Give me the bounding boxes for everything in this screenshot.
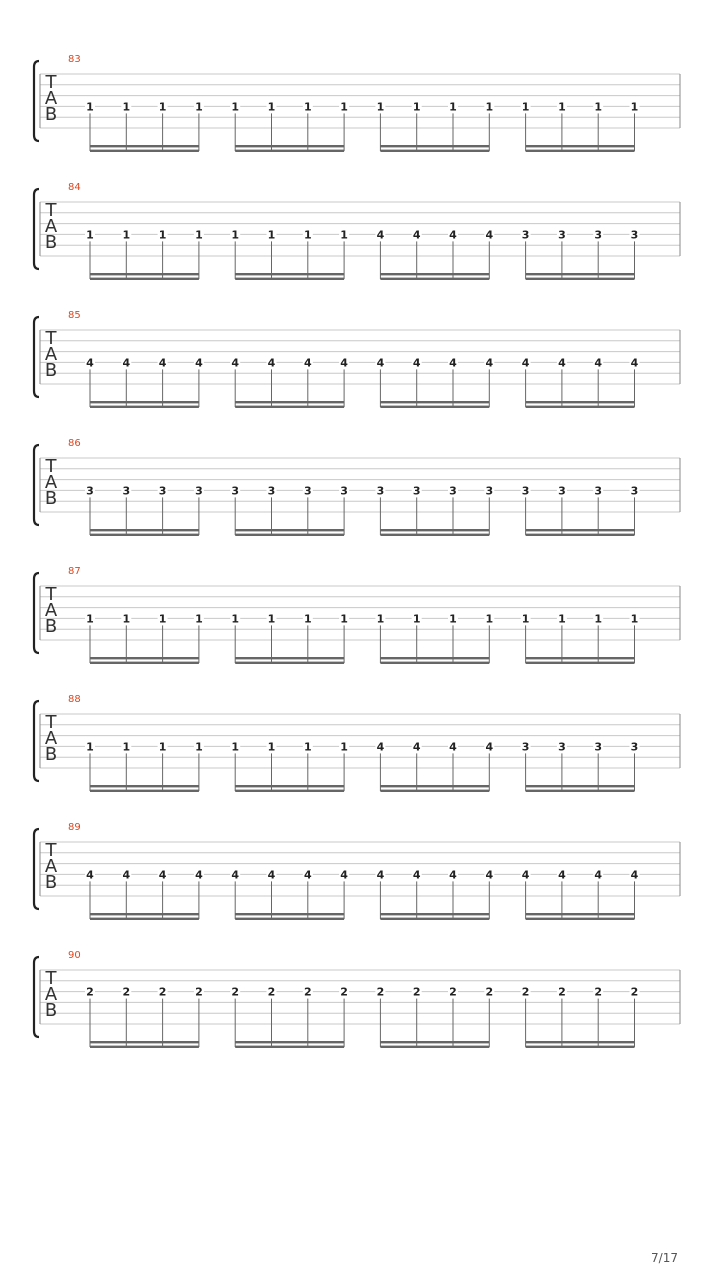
fret-number: 4	[122, 868, 131, 882]
fret-number: 1	[195, 100, 203, 114]
fret-number: 1	[231, 740, 240, 754]
fret-number: 3	[558, 228, 566, 242]
fret-number: 1	[558, 612, 566, 626]
system-bracket	[34, 829, 39, 909]
fret-number: 1	[195, 612, 203, 626]
tab-clef-letter: T	[45, 456, 57, 477]
fret-number: 2	[267, 985, 276, 999]
fret-number: 2	[303, 985, 312, 999]
beam-secondary	[90, 662, 199, 664]
beam-secondary	[526, 278, 635, 280]
beam-primary	[380, 1041, 489, 1043]
fret-number: 3	[630, 740, 639, 754]
fret-number: 3	[521, 740, 530, 754]
beam-secondary	[235, 790, 344, 792]
fret-number: 1	[303, 740, 312, 754]
beam-primary	[90, 273, 199, 275]
tab-clef-letter: B	[44, 872, 58, 893]
beam-secondary	[90, 150, 199, 152]
beam-primary	[380, 145, 489, 147]
fret-number: 3	[86, 484, 94, 498]
beam-secondary	[235, 918, 344, 920]
fret-number: 4	[231, 868, 240, 882]
tab-clef-letter: T	[45, 840, 57, 861]
system-bracket	[34, 189, 39, 269]
beam-primary	[235, 657, 344, 659]
beam-primary	[380, 913, 489, 915]
beam-secondary	[380, 662, 489, 664]
fret-number: 1	[340, 740, 348, 754]
fret-number: 4	[412, 868, 421, 882]
beam-secondary	[235, 534, 344, 536]
tab-clef-letter: A	[44, 344, 58, 365]
tab-clef-letter: B	[44, 360, 58, 381]
beam-primary	[235, 785, 344, 787]
fret-number: 1	[267, 100, 276, 114]
fret-number: 1	[122, 612, 131, 626]
fret-number: 1	[303, 612, 312, 626]
beam-secondary	[526, 534, 635, 536]
fret-number: 3	[485, 484, 494, 498]
beam-primary	[380, 657, 489, 659]
tab-clef-letter: A	[44, 600, 58, 621]
beam-secondary	[90, 278, 199, 280]
fret-number: 1	[86, 740, 94, 754]
fret-number: 2	[630, 985, 639, 999]
beam-primary	[90, 529, 199, 531]
fret-number: 2	[485, 985, 494, 999]
fret-number: 3	[195, 484, 203, 498]
beam-primary	[526, 1041, 635, 1043]
fret-number: 4	[376, 228, 385, 242]
beam-primary	[380, 785, 489, 787]
fret-number: 4	[412, 356, 421, 370]
fret-number: 1	[340, 100, 348, 114]
system-bracket	[34, 317, 39, 397]
beam-secondary	[90, 790, 199, 792]
fret-number: 4	[195, 868, 203, 882]
fret-number: 3	[376, 484, 385, 498]
beam-secondary	[235, 278, 344, 280]
tab-clef-letter: B	[44, 744, 58, 765]
fret-number: 4	[303, 356, 312, 370]
fret-number: 1	[86, 612, 94, 626]
fret-number: 4	[521, 356, 530, 370]
fret-number: 1	[86, 228, 94, 242]
fret-number: 4	[558, 356, 566, 370]
fret-number: 4	[449, 228, 457, 242]
fret-number: 2	[558, 985, 566, 999]
fret-number: 4	[449, 868, 457, 882]
tab-clef-letter: B	[44, 232, 58, 253]
beam-primary	[90, 657, 199, 659]
fret-number: 1	[594, 612, 603, 626]
measure-number: 88	[68, 694, 81, 705]
measure-number: 87	[68, 566, 81, 577]
fret-number: 1	[376, 100, 385, 114]
tab-clef-letter: A	[44, 856, 58, 877]
fret-number: 4	[521, 868, 530, 882]
system-bracket	[34, 61, 39, 141]
fret-number: 4	[449, 740, 457, 754]
fret-number: 1	[195, 740, 203, 754]
fret-number: 3	[630, 484, 639, 498]
fret-number: 1	[521, 100, 530, 114]
beam-secondary	[380, 790, 489, 792]
fret-number: 4	[340, 868, 348, 882]
beam-secondary	[526, 790, 635, 792]
fret-number: 4	[485, 868, 494, 882]
fret-number: 1	[195, 228, 203, 242]
fret-number: 1	[231, 612, 240, 626]
fret-number: 2	[158, 985, 167, 999]
measure-number: 90	[68, 950, 81, 961]
fret-number: 1	[303, 228, 312, 242]
beam-primary	[235, 273, 344, 275]
fret-number: 1	[303, 100, 312, 114]
beam-secondary	[90, 406, 199, 408]
fret-number: 2	[449, 985, 457, 999]
measure-number: 86	[68, 438, 81, 449]
beam-primary	[90, 401, 199, 403]
beam-secondary	[380, 150, 489, 152]
fret-number: 1	[231, 100, 240, 114]
tab-clef-letter: T	[45, 584, 57, 605]
fret-number: 3	[340, 484, 348, 498]
measure-number: 85	[68, 310, 81, 321]
fret-number: 3	[594, 484, 603, 498]
fret-number: 2	[594, 985, 603, 999]
fret-number: 4	[485, 228, 494, 242]
beam-secondary	[235, 150, 344, 152]
fret-number: 4	[158, 356, 167, 370]
fret-number: 3	[267, 484, 276, 498]
fret-number: 4	[267, 868, 276, 882]
fret-number: 1	[122, 100, 131, 114]
fret-number: 4	[158, 868, 167, 882]
system-bracket	[34, 701, 39, 781]
fret-number: 3	[412, 484, 421, 498]
fret-number: 4	[485, 356, 494, 370]
tab-clef-letter: T	[45, 712, 57, 733]
beam-primary	[380, 529, 489, 531]
beam-primary	[90, 913, 199, 915]
fret-number: 4	[267, 356, 276, 370]
beam-primary	[235, 529, 344, 531]
beam-primary	[380, 273, 489, 275]
fret-number: 1	[630, 100, 639, 114]
fret-number: 1	[449, 612, 457, 626]
beam-secondary	[380, 918, 489, 920]
fret-number: 1	[158, 740, 167, 754]
fret-number: 1	[158, 100, 167, 114]
fret-number: 4	[86, 868, 94, 882]
fret-number: 2	[340, 985, 348, 999]
fret-number: 4	[195, 356, 203, 370]
tab-clef-letter: B	[44, 616, 58, 637]
fret-number: 4	[449, 356, 457, 370]
tab-clef-letter: B	[44, 104, 58, 125]
beam-secondary	[380, 1046, 489, 1048]
beam-secondary	[235, 406, 344, 408]
fret-number: 3	[594, 228, 603, 242]
tab-clef-letter: T	[45, 328, 57, 349]
beam-secondary	[90, 1046, 199, 1048]
fret-number: 1	[521, 612, 530, 626]
tab-clef-letter: A	[44, 472, 58, 493]
tab-clef-letter: A	[44, 216, 58, 237]
fret-number: 4	[340, 356, 348, 370]
page-number: 7/17	[651, 1251, 678, 1265]
fret-number: 1	[267, 228, 276, 242]
fret-number: 2	[231, 985, 240, 999]
beam-secondary	[526, 150, 635, 152]
beam-secondary	[380, 278, 489, 280]
tab-clef-letter: B	[44, 1000, 58, 1021]
fret-number: 4	[485, 740, 494, 754]
beam-primary	[235, 1041, 344, 1043]
fret-number: 3	[158, 484, 167, 498]
fret-number: 3	[231, 484, 240, 498]
fret-number: 1	[376, 612, 385, 626]
fret-number: 1	[267, 612, 276, 626]
fret-number: 1	[558, 100, 566, 114]
beam-secondary	[380, 406, 489, 408]
system-bracket	[34, 445, 39, 525]
fret-number: 2	[195, 985, 203, 999]
beam-secondary	[90, 918, 199, 920]
beam-secondary	[526, 1046, 635, 1048]
beam-primary	[526, 401, 635, 403]
beam-primary	[90, 145, 199, 147]
fret-number: 3	[449, 484, 457, 498]
tab-clef-letter: A	[44, 984, 58, 1005]
beam-secondary	[235, 1046, 344, 1048]
beam-secondary	[526, 918, 635, 920]
beam-primary	[90, 785, 199, 787]
beam-primary	[235, 145, 344, 147]
fret-number: 4	[412, 228, 421, 242]
beam-secondary	[90, 534, 199, 536]
measure-number: 89	[68, 822, 81, 833]
fret-number: 4	[86, 356, 94, 370]
fret-number: 3	[303, 484, 312, 498]
fret-number: 3	[630, 228, 639, 242]
fret-number: 1	[340, 228, 348, 242]
fret-number: 2	[376, 985, 385, 999]
fret-number: 1	[412, 100, 421, 114]
fret-number: 1	[630, 612, 639, 626]
beam-primary	[526, 785, 635, 787]
fret-number: 3	[521, 228, 530, 242]
fret-number: 4	[412, 740, 421, 754]
system-bracket	[34, 573, 39, 653]
fret-number: 1	[231, 228, 240, 242]
fret-number: 1	[122, 228, 131, 242]
beam-secondary	[526, 662, 635, 664]
fret-number: 3	[521, 484, 530, 498]
beam-primary	[235, 913, 344, 915]
fret-number: 4	[630, 356, 639, 370]
fret-number: 3	[558, 484, 566, 498]
fret-number: 1	[594, 100, 603, 114]
beam-secondary	[235, 662, 344, 664]
fret-number: 4	[231, 356, 240, 370]
fret-number: 1	[485, 612, 494, 626]
fret-number: 1	[86, 100, 94, 114]
fret-number: 1	[340, 612, 348, 626]
fret-number: 4	[376, 356, 385, 370]
measure-number: 84	[68, 182, 81, 193]
fret-number: 4	[303, 868, 312, 882]
beam-primary	[380, 401, 489, 403]
fret-number: 1	[449, 100, 457, 114]
tab-clef-letter: T	[45, 72, 57, 93]
fret-number: 4	[376, 740, 385, 754]
fret-number: 1	[158, 228, 167, 242]
measure-number: 83	[68, 54, 81, 65]
fret-number: 1	[267, 740, 276, 754]
fret-number: 1	[485, 100, 494, 114]
beam-primary	[526, 657, 635, 659]
beam-primary	[526, 145, 635, 147]
beam-primary	[235, 401, 344, 403]
tab-clef-letter: A	[44, 728, 58, 749]
tab-clef-letter: T	[45, 200, 57, 221]
beam-primary	[526, 529, 635, 531]
fret-number: 1	[158, 612, 167, 626]
fret-number: 4	[594, 356, 603, 370]
fret-number: 4	[594, 868, 603, 882]
fret-number: 3	[122, 484, 131, 498]
fret-number: 3	[558, 740, 566, 754]
fret-number: 4	[630, 868, 639, 882]
fret-number: 2	[122, 985, 131, 999]
beam-secondary	[526, 406, 635, 408]
fret-number: 4	[376, 868, 385, 882]
system-bracket	[34, 957, 39, 1037]
beam-primary	[526, 273, 635, 275]
tab-clef-letter: A	[44, 88, 58, 109]
fret-number: 4	[558, 868, 566, 882]
tab-clef-letter: B	[44, 488, 58, 509]
fret-number: 4	[122, 356, 131, 370]
fret-number: 2	[412, 985, 421, 999]
beam-primary	[526, 913, 635, 915]
fret-number: 2	[86, 985, 94, 999]
tab-clef-letter: T	[45, 968, 57, 989]
fret-number: 1	[412, 612, 421, 626]
beam-primary	[90, 1041, 199, 1043]
fret-number: 3	[594, 740, 603, 754]
fret-number: 2	[521, 985, 530, 999]
beam-secondary	[380, 534, 489, 536]
fret-number: 1	[122, 740, 131, 754]
